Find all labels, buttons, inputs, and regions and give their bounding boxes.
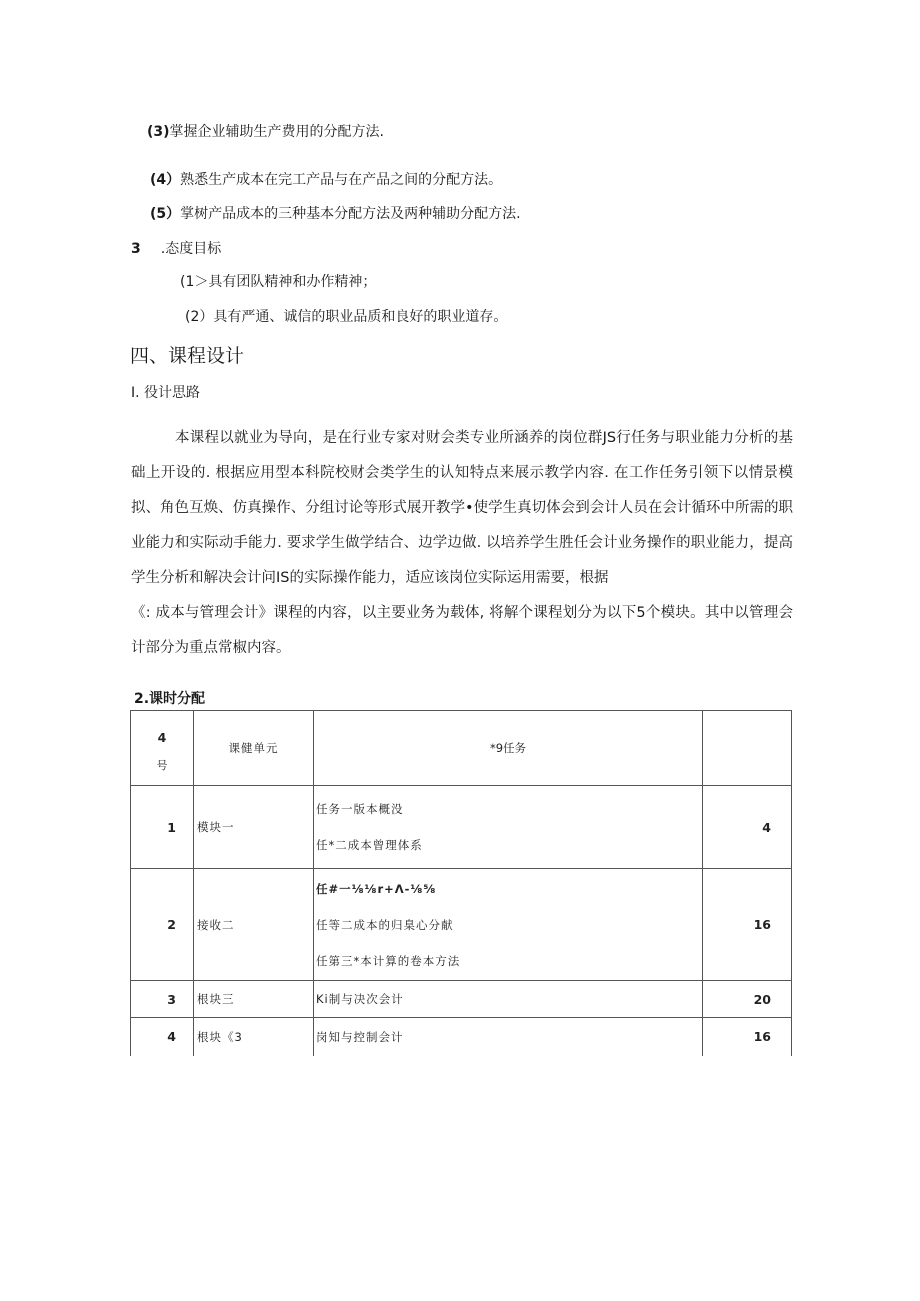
table-row (131, 786, 792, 869)
header-num-top: 4 (157, 730, 167, 745)
knowledge-item-4 (150, 170, 502, 190)
header-hours (703, 711, 792, 786)
row-unit: 接收二 (194, 869, 314, 981)
subsection-hours: 2.课时分配 (134, 691, 206, 707)
item-number: (4） (150, 172, 181, 188)
row-tasks (314, 786, 703, 869)
header-unit: 课健单元 (194, 711, 314, 786)
task-item: 任#一⅛⅛r+Λ-⅛⅝ (316, 881, 437, 896)
item-text: 掌握企业辅助生产费用的分配方法. (169, 124, 384, 140)
header-task: *9任务 (314, 711, 703, 786)
table-row (131, 869, 792, 981)
attitude-item-1: (1＞具有团队精神和办作精神； (180, 274, 377, 290)
task-item: 任第三*本计算的卷本方法 (316, 953, 461, 968)
task-item: 任等二成本的归臬心分献 (316, 917, 454, 932)
row-unit: 根块《3 (194, 1018, 314, 1056)
attitude-number: 3 (131, 241, 141, 257)
subsection-design-idea: I. 役计思路 (131, 385, 201, 401)
row-tasks (314, 869, 703, 981)
paragraph-part-1: 本课程以就业为导向，是在行业专家对财会类专业所涵养的岗位群JS行任务与职业能力分析的基础上开设的. 根据应用型本科院校财会类学生的认知特点来展示教学内容. 在工作任务引领下以情景模拟、角色互焕、仿真操作、分组讨论等形式展开教学•使学生真切体会到会计人员在会计循环中所需的职业能力和实际动手能力. 要求学生做学结合、边学边做. 以培养学生胜任会计业务操作的职业能力，提高学生分析和解决会计问IS的实际操作能力，适应该岗位实际运用需要，根据 (131, 430, 793, 586)
attitude-title (131, 239, 221, 259)
task-item: 任务一版本概没 (316, 802, 404, 816)
row-hours: 16 (703, 1018, 792, 1056)
row-num: 4 (131, 1018, 194, 1056)
task-item: Ki制与决次会计 (316, 992, 404, 1006)
item-text: 熟悉生产成本在完工产品与在产品之间的分配方法。 (180, 172, 503, 188)
row-num: 1 (131, 786, 194, 869)
task-item: 岗知与控制会计 (316, 1029, 404, 1044)
row-unit: 模块一 (194, 786, 314, 869)
attitude-item-2: (2）具有严通、诚信的职业品质和良好的职业道存。 (185, 309, 508, 325)
design-paragraph (131, 421, 793, 666)
item-text: 掌树产品成本的三种基本分配方法及两种辅助分配方法. (180, 206, 521, 222)
row-hours: 16 (703, 869, 792, 981)
row-tasks (314, 1018, 703, 1056)
knowledge-item-5 (150, 204, 521, 224)
course-hours-table (130, 710, 792, 1056)
header-num-bottom: 号 (156, 759, 168, 772)
section-heading: 四、课程设计 (130, 345, 245, 367)
table-row (131, 1018, 792, 1056)
row-num: 2 (131, 869, 194, 981)
table-header-row (131, 711, 792, 786)
row-num: 3 (131, 981, 194, 1018)
attitude-title-text: .态度目标 (160, 241, 222, 257)
item-number: (5） (150, 206, 181, 222)
row-hours: 20 (703, 981, 792, 1018)
row-tasks (314, 981, 703, 1018)
task-item: 任*二成本曾理体系 (316, 838, 423, 852)
row-hours: 4 (703, 786, 792, 869)
item-number: (3) (147, 124, 170, 140)
header-num (131, 711, 194, 786)
row-unit: 根块三 (194, 981, 314, 1018)
paragraph-part-2: 《: 成本与管理会计》课程的内容，以主要业务为载体, 将解个课程划分为以下5个模块。其中以管理会计部分为重点常椒内容。 (131, 605, 793, 656)
knowledge-item-3 (147, 122, 384, 142)
table-row (131, 981, 792, 1018)
